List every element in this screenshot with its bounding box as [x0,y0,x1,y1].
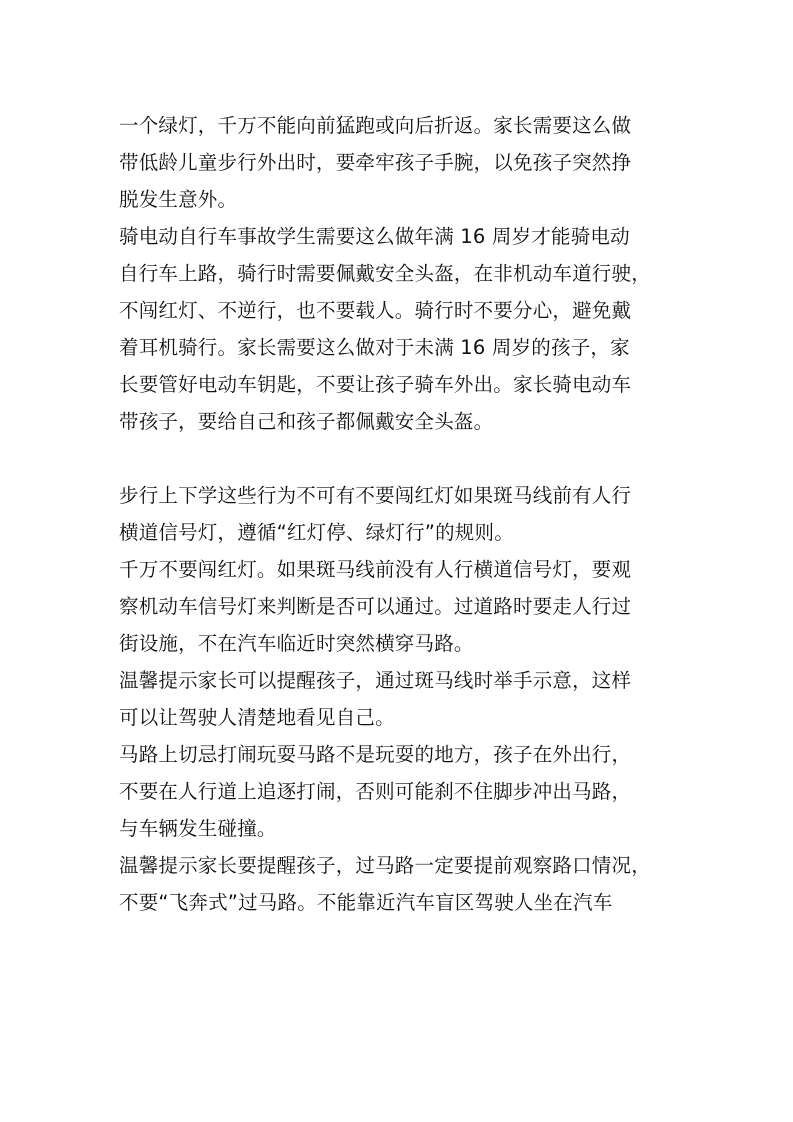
text-line: 不要“飞奔式”过马路。不能靠近汽车盲区驾驶人坐在汽车 [119,891,613,914]
text-line: 街设施，不在汽车临近时突然横穿马路。 [119,632,474,655]
text-line: 一个绿灯，千万不能向前猛跑或向后折返。家长需要这么做 [119,114,632,137]
text-line: 千万不要闯红灯。如果斑马线前没有人行横道信号灯，要观 [119,558,632,581]
text-line: 带孩子，要给自己和孩子都佩戴安全头盔。 [119,410,494,433]
text-line: 与车辆发生碰撞。 [119,817,277,840]
text-line: 不要在人行道上追逐打闹，否则可能刹不住脚步冲出马路， [119,780,632,803]
text-line: 自行车上路，骑行时需要佩戴安全头盔，在非机动车道行驶， [119,262,651,285]
text-line: 温馨提示家长要提醒孩子，过马路一定要提前观察路口情况， [119,854,651,877]
text-line: 横道信号灯，遵循“红灯停、绿灯行”的规则。 [119,521,514,544]
text-line: 带低龄儿童步行外出时，要牵牢孩子手腕，以免孩子突然挣 [119,151,632,174]
text-line: 察机动车信号灯来判断是否可以通过。过道路时要走人行过 [119,595,632,618]
text-line: 步行上下学这些行为不可有不要闯红灯如果斑马线前有人行 [119,484,632,507]
text-line: 马路上切忌打闹玩耍马路不是玩耍的地方，孩子在外出行， [119,743,632,766]
text-line: 长要管好电动车钥匙，不要让孩子骑车外出。家长骑电动车 [119,373,632,396]
text-line: 着耳机骑行。家长需要这么做对于未满 16 周岁的孩子，家 [119,336,630,359]
text-line: 可以让驾驶人清楚地看见自己。 [119,706,395,729]
text-line: 不闯红灯、不逆行，也不要载人。骑行时不要分心，避免戴 [119,299,632,322]
text-line: 骑电动自行车事故学生需要这么做年满 16 周岁才能骑电动 [119,225,630,248]
text-line: 温馨提示家长可以提醒孩子，通过斑马线时举手示意，这样 [119,669,632,692]
paragraph-gap [119,440,703,477]
text-line: 脱发生意外。 [119,188,238,211]
